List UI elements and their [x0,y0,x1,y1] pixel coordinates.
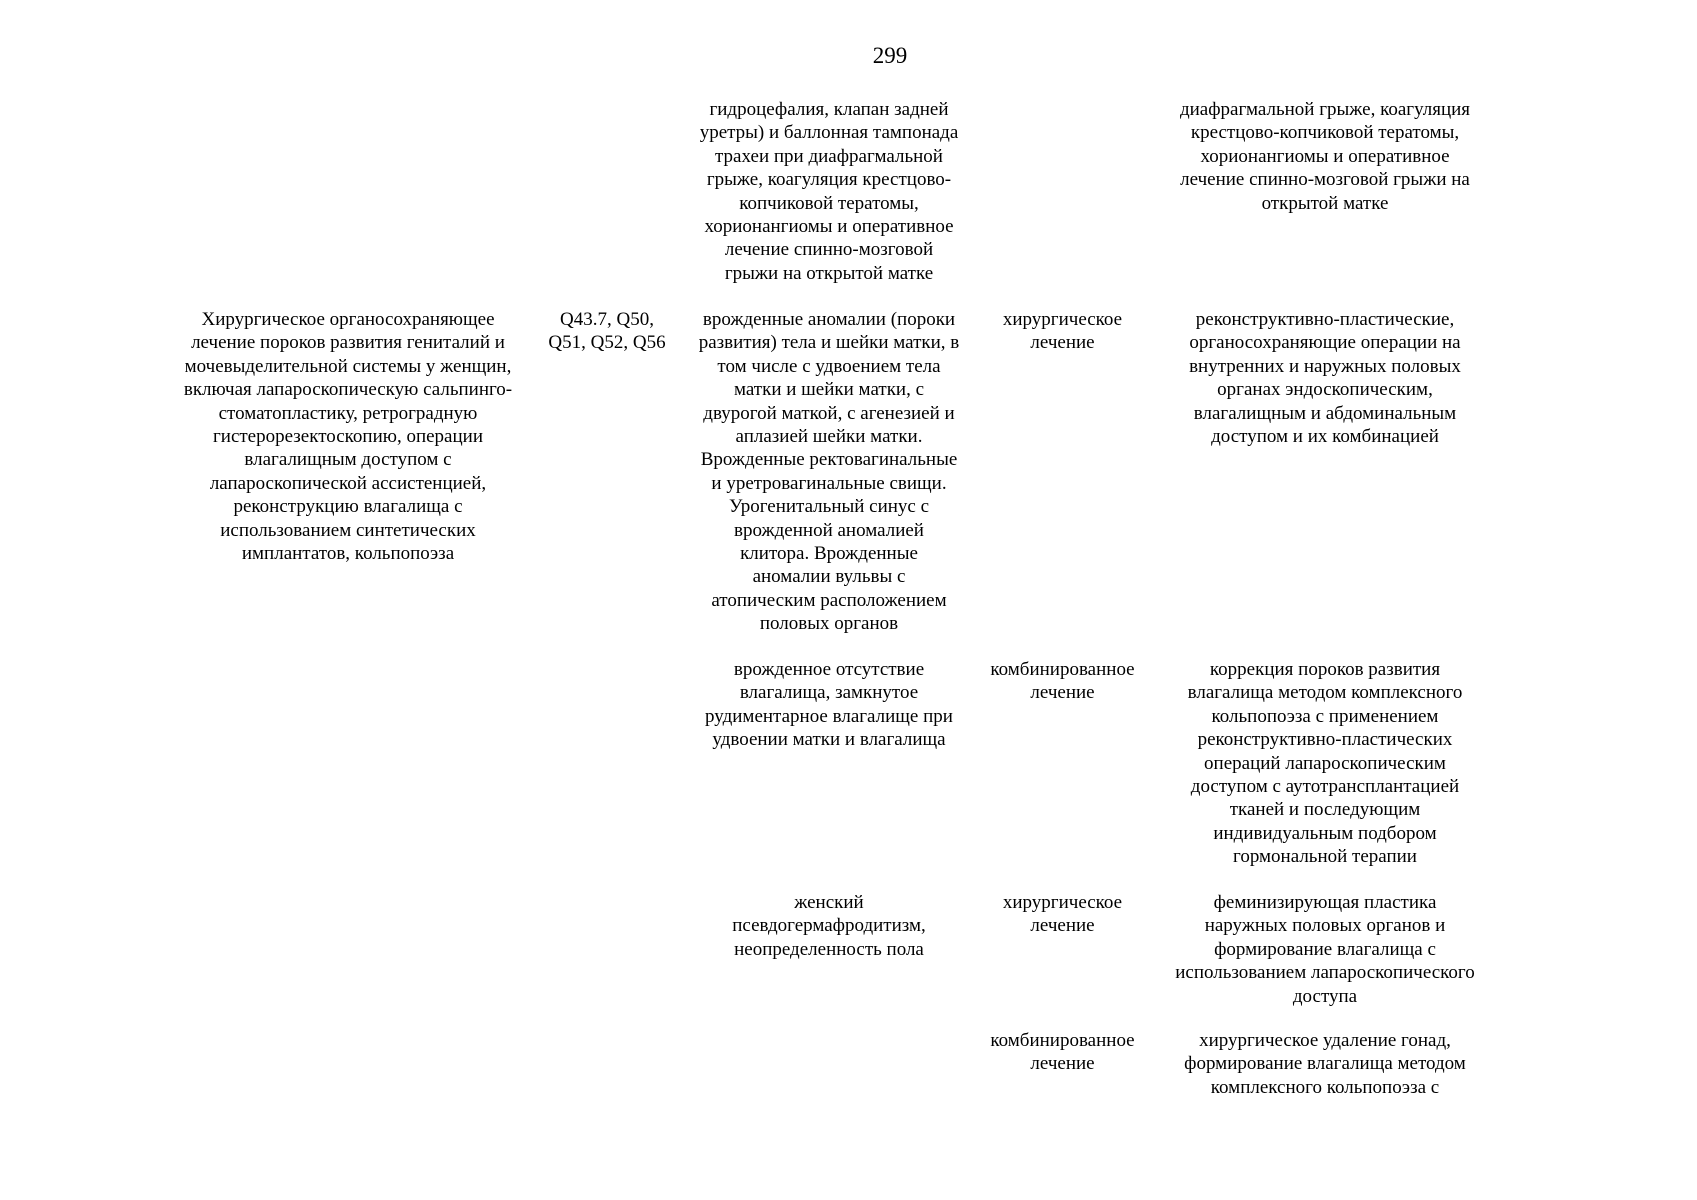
icd-codes-cell: Q43.7, Q50, Q51, Q52, Q56 [548,309,666,354]
treatment-method-cell: реконструктивно-пластические, органосохраняющие операции на внутренних и наружных половых органах эндоскопическим, влагалищным и абдоминальным доступом и их комбинацией [1189,309,1461,448]
diagnosis-cell: врожденные аномалии (пороки развития) тела и шейки матки, в том числе с удвоением тела матки и шейки матки, с двурогой маткой, с агенезией и аплазией шейки матки. Врожденные ректовагинальные и уретровагинальные свищи. Урогенитальный синус с врожденной аномалией клитора. Врожденные аномалии вульвы с атопическим расположением половых органов [698,309,960,635]
treatment-method-cell: диафрагмальной грыже, коагуляция крестцово-копчиковой тератомы, хорионангиомы и оперативное лечение спинно-мозговой грыжи на открытой матке [1179,99,1471,214]
page-number: 299 [872,43,908,68]
treatment-type-cell: комбинированное лечение [990,659,1135,704]
treatment-method-cell: коррекция пороков развития влагалища методом комплексного кольпопоэза с применением реконструктивно-пластических операций лапароскопическим доступом с аутотрансплантацией тканей и последующим индивидуальным подбором гормональной терапии [1187,659,1463,868]
treatment-method-cell: феминизирующая пластика наружных половых органов и формирование влагалища с использованием лапароскопического доступа [1175,892,1475,1007]
care-type-cell: Хирургическое органосохраняющее лечение пороков развития гениталий и мочевыделительной системы у женщин, включая лапароскопическую сальпинго- стоматопластику, ретроградную гистерорезектоскопию, операции влагалищным доступом с лапароскопической ассистенцией, реконструкцию влагалища с использованием синтетических имплантатов, кольпопоэза [183,309,513,565]
treatment-type-cell: хирургическое лечение [1002,892,1123,937]
diagnosis-cell: врожденное отсутствие влагалища, замкнутое рудиментарное влагалище при удвоении матки и влагалища [705,659,953,751]
diagnosis-cell: гидроцефалия, клапан задней уретры) и баллонная тампонада трахеи при диафрагмальной грыже, коагуляция крестцово- копчиковой тератомы, хорионангиомы и оперативное лечение спинно-мозговой грыжи на открытой матке [699,99,959,284]
treatment-method-cell: хирургическое удаление гонад, формирование влагалища методом комплексного кольпопоэза с [1184,1030,1466,1098]
treatment-type-cell: комбинированное лечение [990,1030,1135,1075]
diagnosis-cell: женский псевдогермафродитизм, неопределенность пола [732,892,926,960]
treatment-type-cell: хирургическое лечение [1002,309,1123,354]
